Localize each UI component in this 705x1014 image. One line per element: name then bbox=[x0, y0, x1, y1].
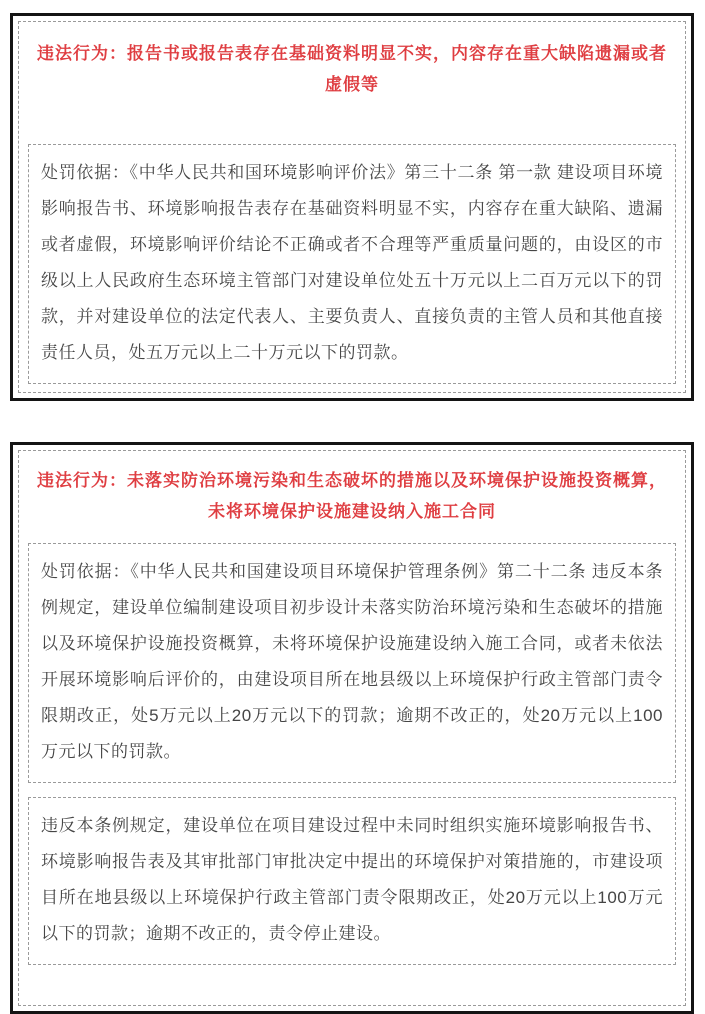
violation-card-2-dashed-frame bbox=[18, 450, 686, 1006]
violation-card-2-penalty-box-1 bbox=[28, 543, 676, 783]
violation-card-1 bbox=[10, 13, 694, 401]
violation-card-1-penalty-box bbox=[28, 144, 676, 384]
violation-card-2-penalty-text-2: 违反本条例规定，建设单位在项目建设过程中未同时组织实施环境影响报告书、环境影响报告表及其审批部门审批决定中提出的环境保护对策措施的，市建设项目所在地县级以上环境保护行政主管部门责令限期改正，处20万元以上100万元以下的罚款；逾期不改正的，责令停止建设。 bbox=[41, 816, 663, 943]
violation-card-1-title: 违法行为：报告书或报告表存在基础资料明显不实，内容存在重大缺陷遗漏或者虚假等 bbox=[37, 44, 667, 94]
violation-card-2 bbox=[10, 442, 694, 1014]
violation-card-2-penalty-box-2 bbox=[28, 797, 676, 965]
violation-card-1-dashed-frame bbox=[18, 21, 686, 393]
violation-card-2-title: 违法行为：未落实防治环境污染和生态破坏的措施以及环境保护设施投资概算，未将环境保护设施建设纳入施工合同 bbox=[37, 471, 667, 521]
violation-card-2-penalty-text-1: 处罚依据：《中华人民共和国建设项目环境保护管理条例》第二十二条 违反本条例规定，建设单位编制建设项目初步设计未落实防治环境污染和生态破坏的措施以及环境保护设施投资概算，未将环境保护设施建设纳入施工合同，或者未依法开展环境影响后评价的，由建设项目所在地县级以上环境保护行政主管部门责令限期改正，处5万元以上20万元以下的罚款；逾期不改正的，处20万元以上100万元以下的罚款。 bbox=[41, 562, 663, 761]
legal-article-page bbox=[0, 13, 705, 943]
violation-card-1-penalty-text: 处罚依据：《中华人民共和国环境影响评价法》第三十二条 第一款 建设项目环境影响报告书、环境影响报告表存在基础资料明显不实，内容存在重大缺陷、遗漏或者虚假，环境影响评价结论不正确或者不合理等严重质量问题的，由设区的市级以上人民政府生态环境主管部门对建设单位处五十万元以上二百万元以下的罚款，并对建设单位的法定代表人、主要负责人、直接负责的主管人员和其他直接责任人员，处五万元以上二十万元以下的罚款。 bbox=[41, 163, 663, 362]
